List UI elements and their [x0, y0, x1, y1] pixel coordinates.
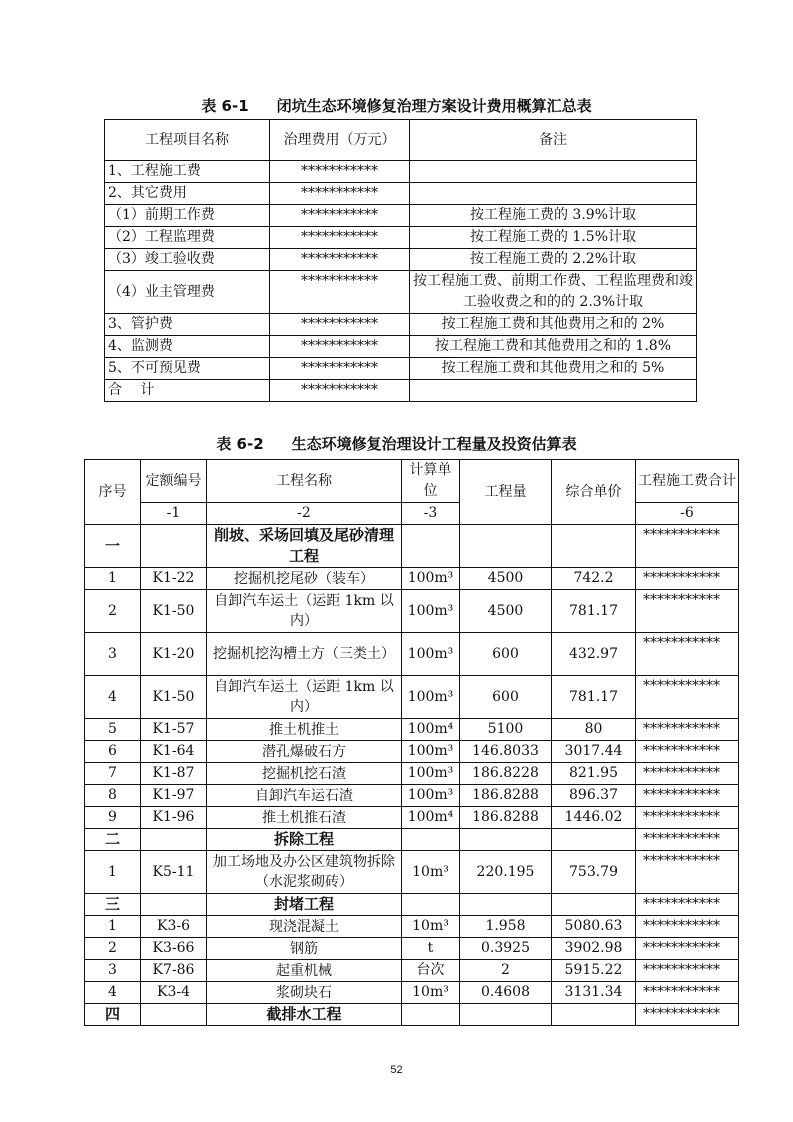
unit-price-cell: 781.17 — [552, 676, 636, 719]
cost-cell: *********** — [270, 161, 410, 183]
quantity-cell: 146.8033 — [460, 741, 552, 763]
subheader-cell: -1 — [141, 503, 207, 525]
table-row — [85, 916, 739, 938]
project-name-cell: （1）前期工作费 — [105, 205, 270, 227]
unit-price-cell: 781.17 — [552, 590, 636, 633]
unit-price-cell: 3017.44 — [552, 741, 636, 763]
quantity-cell: 186.8288 — [460, 807, 552, 829]
unit-price-cell: 5915.22 — [552, 960, 636, 982]
note-cell — [410, 380, 697, 402]
table1-title-text: 闭坑生态环境修复治理方案设计费用概算汇总表 — [276, 97, 592, 115]
section-seq: 一 — [85, 525, 141, 568]
table-row — [85, 982, 739, 1004]
section-row — [85, 1004, 739, 1026]
table2-title-text: 生态环境修复治理设计工程量及投资估算表 — [291, 435, 577, 453]
project-name-cell: 4、监测费 — [105, 336, 270, 358]
header-quantity: 工程量 — [460, 460, 552, 525]
note-cell: 按工程施工费和其他费用之和的 2% — [410, 314, 697, 336]
cost-cell: *********** — [270, 271, 410, 314]
unit-cell: 台次 — [402, 960, 460, 982]
note-cell: 按工程施工费、前期工作费、工程监理费和竣工验收费之和的的 2.3%计取 — [410, 271, 697, 314]
note-cell: 按工程施工费和其他费用之和的 1.8% — [410, 336, 697, 358]
header-total: 工程施工费合计 — [636, 460, 739, 503]
subheader-cell: -2 — [207, 503, 402, 525]
section-row — [85, 525, 739, 568]
quantity-cell: 220.195 — [460, 851, 552, 894]
unit-price-cell: 1446.02 — [552, 807, 636, 829]
unit-cell: 10m³ — [402, 851, 460, 894]
unit-cell: t — [402, 938, 460, 960]
section-total: *********** — [636, 894, 739, 916]
header-unit: 计算单位 — [402, 460, 460, 503]
work-name-cell: 挖掘机挖沟槽土方（三类土） — [207, 633, 402, 676]
table1-row — [105, 161, 697, 183]
table1-row — [105, 380, 697, 402]
seq-cell: 1 — [85, 568, 141, 590]
empty-cell — [552, 894, 636, 916]
quota-code-cell: K1-64 — [141, 741, 207, 763]
quantity-cell: 600 — [460, 676, 552, 719]
unit-price-cell: 80 — [552, 719, 636, 741]
empty-cell — [402, 894, 460, 916]
seq-cell: 4 — [85, 676, 141, 719]
table1-header-row — [105, 120, 697, 161]
quota-code-cell: K1-50 — [141, 676, 207, 719]
cost-cell: *********** — [270, 380, 410, 402]
seq-cell: 1 — [85, 916, 141, 938]
table-row — [85, 960, 739, 982]
total-cell: *********** — [636, 938, 739, 960]
table-row — [85, 763, 739, 785]
unit-cell: 100m³ — [402, 590, 460, 633]
unit-price-cell: 742.2 — [552, 568, 636, 590]
seq-cell: 3 — [85, 633, 141, 676]
work-name-cell: 自卸汽车运石渣 — [207, 785, 402, 807]
total-cell: *********** — [636, 676, 739, 719]
header-seq: 序号 — [85, 460, 141, 525]
seq-cell: 9 — [85, 807, 141, 829]
project-name-cell: 合 计 — [105, 380, 270, 402]
empty-cell — [402, 525, 460, 568]
header-note: 备注 — [410, 120, 697, 161]
unit-cell: 100m³ — [402, 785, 460, 807]
total-cell: *********** — [636, 807, 739, 829]
unit-cell: 10m³ — [402, 916, 460, 938]
seq-cell: 6 — [85, 741, 141, 763]
empty-cell — [141, 894, 207, 916]
quota-code-cell: K1-50 — [141, 590, 207, 633]
investment-estimate-table — [84, 459, 739, 1026]
project-name-cell: 3、管护费 — [105, 314, 270, 336]
quota-code-cell: K5-11 — [141, 851, 207, 894]
cost-cell: *********** — [270, 205, 410, 227]
cost-cell: *********** — [270, 358, 410, 380]
header-cost: 治理费用（万元） — [270, 120, 410, 161]
seq-cell: 2 — [85, 590, 141, 633]
table1-row — [105, 183, 697, 205]
total-cell: *********** — [636, 851, 739, 894]
unit-price-cell: 821.95 — [552, 763, 636, 785]
table1-number: 表 6-1 — [201, 97, 249, 115]
quantity-cell: 1.958 — [460, 916, 552, 938]
note-cell — [410, 183, 697, 205]
unit-cell: 100m³ — [402, 633, 460, 676]
note-cell: 按工程施工费的 3.9%计取 — [410, 205, 697, 227]
table2-subheader-row — [85, 503, 739, 525]
cost-cell: *********** — [270, 249, 410, 271]
work-name-cell: 自卸汽车运土（运距 1km 以内） — [207, 676, 402, 719]
seq-cell: 5 — [85, 719, 141, 741]
project-name-cell: （2）工程监理费 — [105, 227, 270, 249]
seq-cell: 2 — [85, 938, 141, 960]
total-cell: *********** — [636, 763, 739, 785]
total-cell: *********** — [636, 785, 739, 807]
note-cell: 按工程施工费的 1.5%计取 — [410, 227, 697, 249]
quantity-cell: 0.3925 — [460, 938, 552, 960]
unit-cell: 10m³ — [402, 982, 460, 1004]
table2-title — [0, 433, 793, 454]
empty-cell — [460, 1004, 552, 1026]
unit-price-cell: 5080.63 — [552, 916, 636, 938]
table2-number: 表 6-2 — [216, 435, 264, 453]
unit-price-cell: 3902.98 — [552, 938, 636, 960]
work-name-cell: 起重机械 — [207, 960, 402, 982]
section-row — [85, 894, 739, 916]
project-name-cell: 2、其它费用 — [105, 183, 270, 205]
table1-row — [105, 314, 697, 336]
unit-cell: 100m⁴ — [402, 807, 460, 829]
quota-code-cell: K3-66 — [141, 938, 207, 960]
quantity-cell: 0.4608 — [460, 982, 552, 1004]
note-cell: 按工程施工费的 2.2%计取 — [410, 249, 697, 271]
section-seq: 四 — [85, 1004, 141, 1026]
page-number: 52 — [390, 1064, 403, 1076]
project-name-cell: 1、工程施工费 — [105, 161, 270, 183]
seq-cell: 4 — [85, 982, 141, 1004]
seq-cell: 8 — [85, 785, 141, 807]
header-work-name: 工程名称 — [207, 460, 402, 503]
table-row — [85, 719, 739, 741]
quota-code-cell: K1-96 — [141, 807, 207, 829]
total-cell: *********** — [636, 960, 739, 982]
table1-row — [105, 227, 697, 249]
unit-cell: 100m³ — [402, 676, 460, 719]
unit-price-cell: 3131.34 — [552, 982, 636, 1004]
project-name-cell: （3）竣工验收费 — [105, 249, 270, 271]
unit-cell: 100m³ — [402, 741, 460, 763]
total-cell: *********** — [636, 633, 739, 676]
work-name-cell: 推土机推石渣 — [207, 807, 402, 829]
cost-cell: *********** — [270, 336, 410, 358]
section-name: 削坡、采场回填及尾砂清理工程 — [207, 525, 402, 568]
quantity-cell: 5100 — [460, 719, 552, 741]
work-name-cell: 自卸汽车运土（运距 1km 以内） — [207, 590, 402, 633]
quota-code-cell: K1-20 — [141, 633, 207, 676]
table1-row — [105, 358, 697, 380]
unit-price-cell: 753.79 — [552, 851, 636, 894]
total-cell: *********** — [636, 982, 739, 1004]
table-row — [85, 676, 739, 719]
note-cell — [410, 161, 697, 183]
section-row — [85, 829, 739, 851]
unit-cell: 100m⁴ — [402, 719, 460, 741]
work-name-cell: 挖掘机挖尾砂（装车） — [207, 568, 402, 590]
project-name-cell: 5、不可预见费 — [105, 358, 270, 380]
unit-price-cell: 896.37 — [552, 785, 636, 807]
section-seq: 二 — [85, 829, 141, 851]
quantity-cell: 4500 — [460, 590, 552, 633]
seq-cell: 1 — [85, 851, 141, 894]
empty-cell — [460, 829, 552, 851]
quota-code-cell: K3-4 — [141, 982, 207, 1004]
section-total: *********** — [636, 525, 739, 568]
cost-cell: *********** — [270, 314, 410, 336]
empty-cell — [141, 1004, 207, 1026]
quota-code-cell: K1-97 — [141, 785, 207, 807]
subheader-cell: -6 — [636, 503, 739, 525]
table-row — [85, 590, 739, 633]
total-cell: *********** — [636, 719, 739, 741]
unit-price-cell: 432.97 — [552, 633, 636, 676]
quota-code-cell: K7-86 — [141, 960, 207, 982]
table-row — [85, 633, 739, 676]
table-row — [85, 807, 739, 829]
table-row — [85, 568, 739, 590]
table2-header-row — [85, 460, 739, 503]
empty-cell — [402, 1004, 460, 1026]
empty-cell — [141, 829, 207, 851]
empty-cell — [460, 894, 552, 916]
empty-cell — [460, 525, 552, 568]
section-seq: 三 — [85, 894, 141, 916]
project-name-cell: （4）业主管理费 — [105, 271, 270, 314]
work-name-cell: 潜孔爆破石方 — [207, 741, 402, 763]
table1-title — [0, 95, 793, 116]
table1-row — [105, 336, 697, 358]
table1-row — [105, 205, 697, 227]
quantity-cell: 186.8288 — [460, 785, 552, 807]
section-name: 截排水工程 — [207, 1004, 402, 1026]
empty-cell — [552, 829, 636, 851]
work-name-cell: 浆砌块石 — [207, 982, 402, 1004]
section-name: 拆除工程 — [207, 829, 402, 851]
section-total: *********** — [636, 1004, 739, 1026]
quota-code-cell: K1-57 — [141, 719, 207, 741]
quota-code-cell: K3-6 — [141, 916, 207, 938]
note-cell: 按工程施工费和其他费用之和的 5% — [410, 358, 697, 380]
quota-code-cell: K1-22 — [141, 568, 207, 590]
work-name-cell: 加工场地及办公区建筑物拆除（水泥浆砌砖） — [207, 851, 402, 894]
empty-cell — [552, 1004, 636, 1026]
header-quota-code: 定额编号 — [141, 460, 207, 503]
table-row — [85, 741, 739, 763]
quantity-cell: 186.8228 — [460, 763, 552, 785]
total-cell: *********** — [636, 741, 739, 763]
work-name-cell: 现浇混凝土 — [207, 916, 402, 938]
quota-code-cell: K1-87 — [141, 763, 207, 785]
work-name-cell: 钢筋 — [207, 938, 402, 960]
header-project-name: 工程项目名称 — [105, 120, 270, 161]
unit-cell: 100m³ — [402, 568, 460, 590]
unit-cell: 100m³ — [402, 763, 460, 785]
seq-cell: 7 — [85, 763, 141, 785]
table-row — [85, 851, 739, 894]
quantity-cell: 4500 — [460, 568, 552, 590]
cost-summary-table — [104, 119, 697, 402]
total-cell: *********** — [636, 590, 739, 633]
empty-cell — [141, 525, 207, 568]
empty-cell — [552, 525, 636, 568]
section-name: 封堵工程 — [207, 894, 402, 916]
total-cell: *********** — [636, 916, 739, 938]
table1-row — [105, 271, 697, 314]
cost-cell: *********** — [270, 227, 410, 249]
cost-cell: *********** — [270, 183, 410, 205]
quantity-cell: 600 — [460, 633, 552, 676]
subheader-cell: -3 — [402, 503, 460, 525]
total-cell: *********** — [636, 568, 739, 590]
quantity-cell: 2 — [460, 960, 552, 982]
table-row — [85, 938, 739, 960]
header-unit-price: 综合单价 — [552, 460, 636, 525]
table-row — [85, 785, 739, 807]
seq-cell: 3 — [85, 960, 141, 982]
empty-cell — [402, 829, 460, 851]
work-name-cell: 挖掘机挖石渣 — [207, 763, 402, 785]
section-total: *********** — [636, 829, 739, 851]
table1-row — [105, 249, 697, 271]
work-name-cell: 推土机推土 — [207, 719, 402, 741]
